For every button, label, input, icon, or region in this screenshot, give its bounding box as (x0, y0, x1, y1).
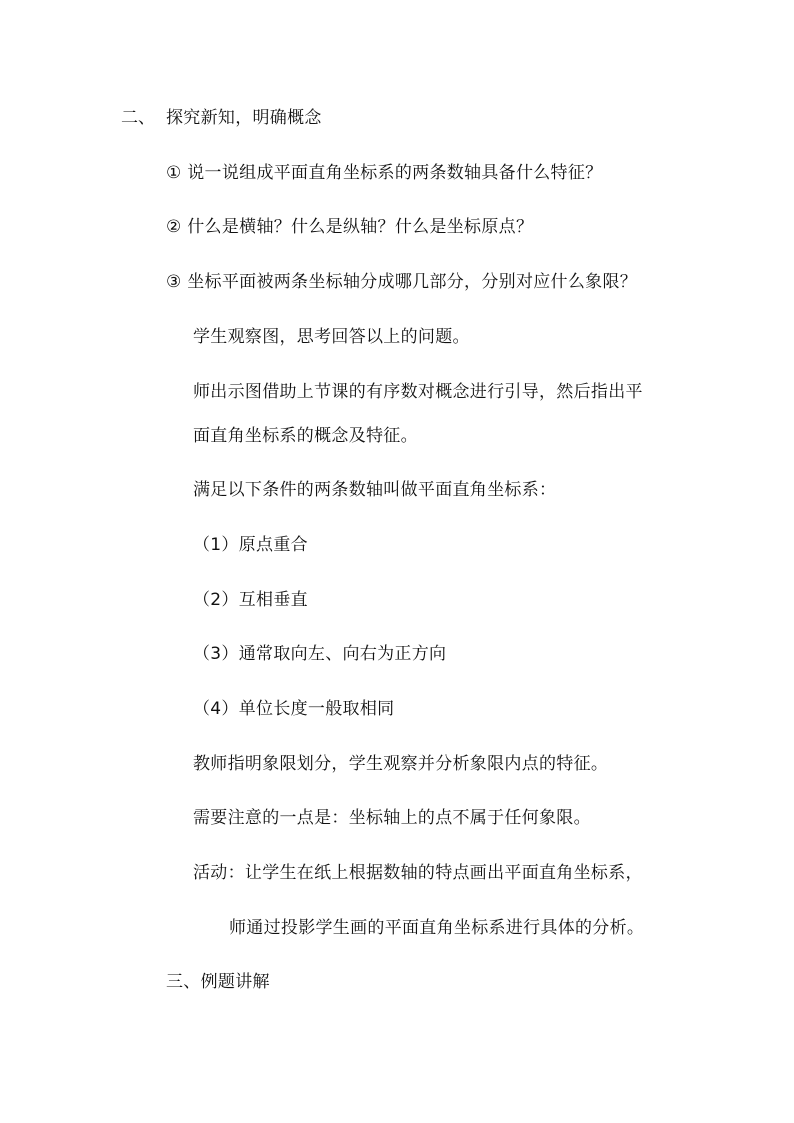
section-2-title: 探究新知，明确概念 (166, 108, 322, 128)
paragraph-activity-line-2: 师通过投影学生画的平面直角坐标系进行具体的分析。 (229, 918, 645, 938)
paragraph-conditions-intro: 满足以下条件的两条数轴叫做平面直角坐标系： (193, 480, 557, 500)
condition-3: （3）通常取向左、向右为正方向 (193, 644, 447, 664)
question-1: ① 说一说组成平面直角坐标系的两条数轴具备什么特征？ (166, 163, 603, 183)
paragraph-teacher-line-2: 面直角坐标系的概念及特征。 (193, 426, 418, 446)
question-3: ③ 坐标平面被两条坐标轴分成哪几部分，分别对应什么象限？ (166, 272, 638, 292)
paragraph-teacher-line-1: 师出示图借助上节课的有序数对概念进行引导，然后指出平 (193, 382, 643, 402)
paragraph-observe: 学生观察图，思考回答以上的问题。 (193, 327, 470, 347)
question-2: ② 什么是横轴？什么是纵轴？什么是坐标原点？ (166, 217, 534, 237)
paragraph-quadrant: 教师指明象限划分，学生观察并分析象限内点的特征。 (193, 754, 609, 774)
condition-1: （1）原点重合 (193, 535, 308, 555)
section-3-title: 三、例题讲解 (166, 972, 270, 992)
condition-2: （2）互相垂直 (193, 590, 308, 610)
paragraph-note: 需要注意的一点是：坐标轴上的点不属于任何象限。 (193, 808, 591, 828)
condition-4: （4）单位长度一般取相同 (193, 699, 395, 719)
section-2-number: 二、 (121, 108, 155, 128)
paragraph-activity-line-1: 活动：让学生在纸上根据数轴的特点画出平面直角坐标系， (193, 863, 643, 883)
